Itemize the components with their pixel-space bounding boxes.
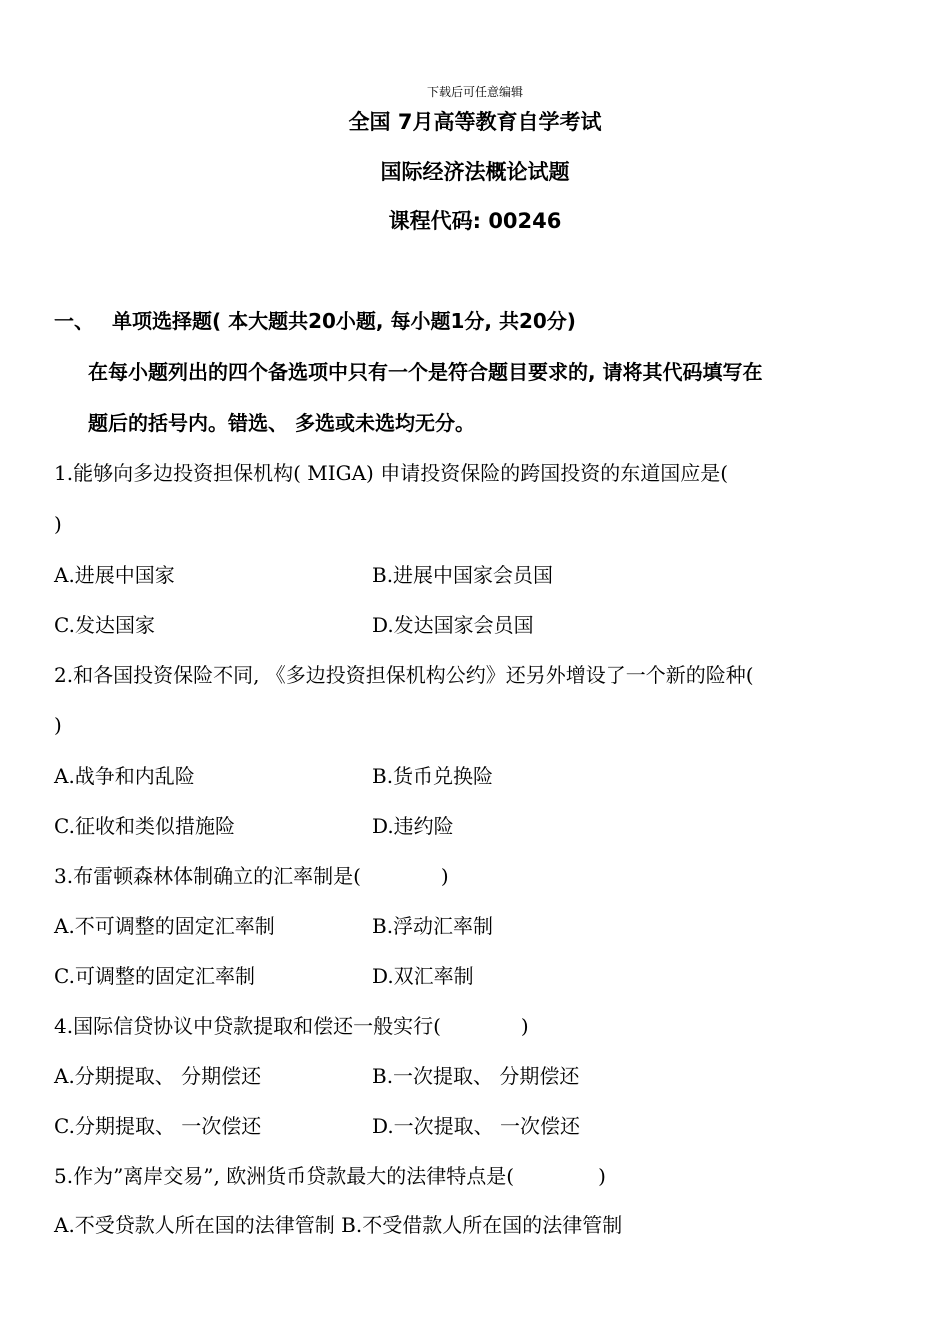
question-1-option-a: A.进展中国家: [54, 563, 175, 587]
question-3-option-d: D.双汇率制: [372, 964, 474, 988]
question-2-stem-close: ): [54, 713, 62, 737]
question-5-stem: [54, 1162, 606, 1190]
question-5-stem-close: ): [598, 1164, 606, 1188]
course-code: 课程代码: 00246: [388, 209, 562, 233]
question-2-option-a: A.战争和内乱险: [54, 764, 195, 788]
section-instruction-line-1: 在每小题列出的四个备选项中只有一个是符合题目要求的, 请将其代码填写在: [88, 360, 763, 384]
question-4-option-d: D.一次提取、 一次偿还: [372, 1114, 581, 1138]
question-1-stem-close: ): [54, 512, 62, 536]
question-3-stem-text: 3.布雷顿森林体制确立的汇率制是(: [54, 864, 361, 888]
question-3-option-c: C.可调整的固定汇率制: [54, 964, 255, 988]
question-4-stem-close: ): [520, 1014, 529, 1038]
question-4-stem: [54, 1012, 529, 1040]
question-2-option-c: C.征收和类似措施险: [54, 814, 235, 838]
question-4-stem-text: 4.国际信贷协议中贷款提取和偿还一般实行(: [54, 1014, 441, 1038]
question-1-option-c: C.发达国家: [54, 613, 155, 637]
question-1-stem: 1.能够向多边投资担保机构( MIGA) 申请投资保险的跨国投资的东道国应是(: [54, 461, 729, 485]
question-5-options-ab: A.不受贷款人所在国的法律管制 B.不受借款人所在国的法律管制: [54, 1213, 623, 1237]
question-4-option-a: A.分期提取、 分期偿还: [54, 1064, 262, 1088]
section-title: 单项选择题( 本大题共20小题, 每小题1分, 共20分): [112, 309, 576, 333]
section-instruction-line-2: 题后的括号内。错选、 多选或未选均无分。: [88, 411, 475, 435]
question-5-stem-text: 5.作为”离岸交易”, 欧洲货币贷款最大的法律特点是(: [54, 1164, 515, 1188]
question-4-option-c: C.分期提取、 一次偿还: [54, 1114, 262, 1138]
question-2-stem: 2.和各国投资保险不同, 《多边投资担保机构公约》还另外增设了一个新的险种(: [54, 663, 754, 687]
question-4-option-b: B.一次提取、 分期偿还: [372, 1064, 580, 1088]
question-3-option-a: A.不可调整的固定汇率制: [54, 914, 275, 938]
question-1-option-d: D.发达国家会员国: [372, 613, 534, 637]
question-3-stem: [54, 862, 449, 890]
question-3-stem-close: ): [440, 864, 449, 888]
watermark-text: 下载后可任意编辑: [426, 85, 523, 99]
question-3-option-b: B.浮动汇率制: [372, 914, 494, 938]
question-2-option-b: B.货币兑换险: [372, 764, 494, 788]
question-2-option-d: D.违约险: [372, 814, 454, 838]
exam-subject: 国际经济法概论试题: [380, 160, 570, 184]
section-number: 一、: [54, 309, 94, 333]
section-heading: [54, 307, 576, 335]
exam-title: 全国 7月高等教育自学考试: [348, 110, 602, 134]
question-1-option-b: B.进展中国家会员国: [372, 563, 554, 587]
